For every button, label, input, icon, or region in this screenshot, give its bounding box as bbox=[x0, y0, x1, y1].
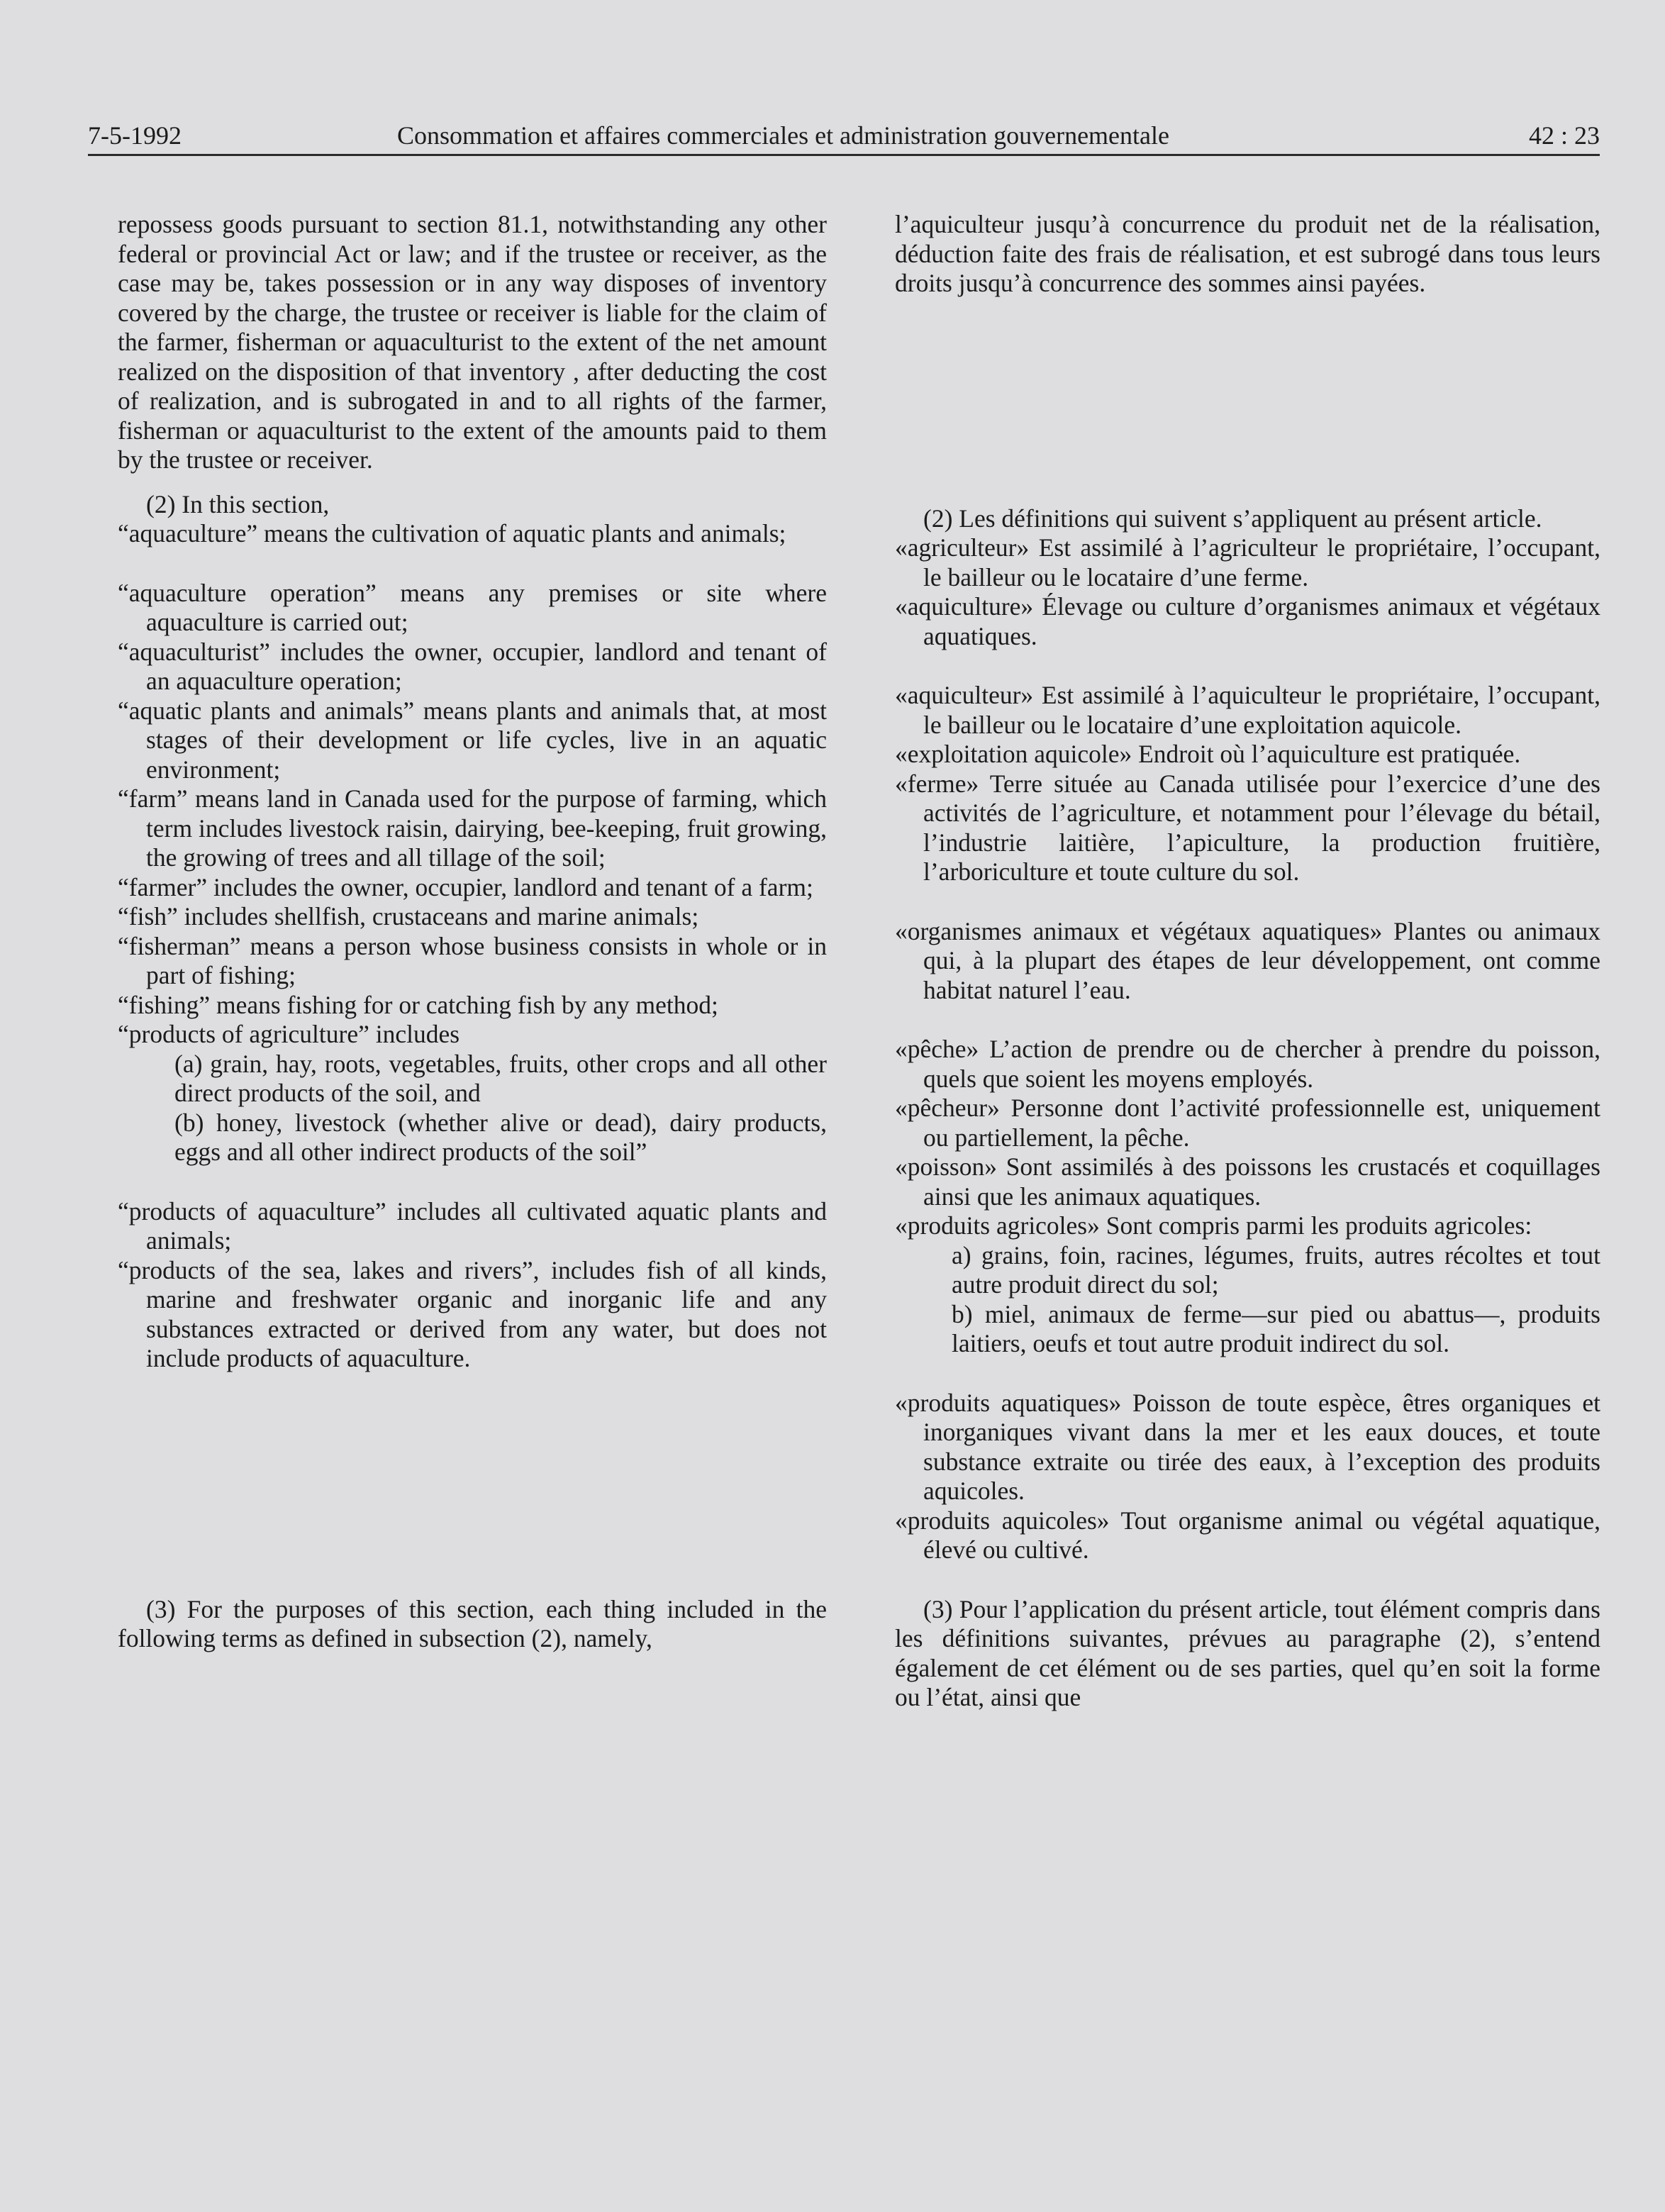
definition: “fish” includes shellfish, crustaceans and marine animals; bbox=[118, 902, 699, 930]
definition: «organismes animaux et végétaux aquatiques» Plantes ou animaux qui, à la plupart des étapes de leur développement, ont comme habitat naturel l’eau. bbox=[895, 916, 1600, 1004]
definition-clause-b: (b) honey, livestock (whether alive or dead), dairy products, eggs and all other indirect products of the soil” bbox=[174, 1108, 827, 1166]
definition: «ferme» Terre située au Canada utilisée pour l’exercice d’une des activités de l’agriculture, et notamment pour l’élevage du bétail, l’industrie laitière, l’apiculture, la production fruitière, l’arboriculture et toute culture du sol. bbox=[895, 769, 1600, 886]
definition-clause-b: b) miel, animaux de ferme—sur pied ou abattus—, produits laitiers, oeufs et tout autre produit indirect du sol. bbox=[952, 1299, 1600, 1357]
definition-clause-a: (a) grain, hay, roots, vegetables, fruits, other crops and all other direct products of the soil, and bbox=[174, 1049, 827, 1107]
definition: “farm” means land in Canada used for the purpose of farming, which term includes livestock raisin, dairying, bee-keeping, fruit growing, the growing of trees and all tillage of the soil; bbox=[118, 784, 827, 872]
continued-paragraph: repossess goods pursuant to section 81.1, notwithstanding any other federal or provincial Act or law; and if the trustee or receiver, as the case may be, takes possession or in any way disposes of inventory covered by the charge, the trustee or receiver is liable for the claim of the farmer, fisherman or aquaculturist to the extent of the net amount realized on the disposition of that inventory , after deducting the cost of realization, and is subrogated in and to all rights of the farmer, fisherman or aquaculturist to the extent of the amounts paid to them by the trustee or receiver. bbox=[118, 210, 827, 474]
definition: “products of aquaculture” includes all cultivated aquatic plants and animals; bbox=[118, 1196, 827, 1255]
definition: «aquiculteur» Est assimilé à l’aquiculteur le propriétaire, l’occupant, le bailleur ou le locataire d’une exploitation aquicole. bbox=[895, 681, 1600, 739]
subsection-3-paragraph: (3) Pour l’application du présent article, tout élément compris dans les définitions suivantes, prévues au paragraphe (2), s’entend également de cet élément ou de ses parties, quel qu’en soit la forme ou l’état, ainsi que bbox=[895, 1594, 1600, 1711]
definition: «exploitation aquicole» Endroit où l’aquiculture est pratiquée. bbox=[895, 740, 1521, 768]
definition: “aquaculture” means the cultivation of aquatic plants and animals; bbox=[118, 519, 786, 548]
definition: “products of agriculture” includes bbox=[118, 1020, 460, 1048]
definition: “aquatic plants and animals” means plants and animals that, at most stages of their development or life cycles, live in an aquatic environment; bbox=[118, 696, 827, 784]
definition: “farmer” includes the owner, occupier, landlord and tenant of a farm; bbox=[118, 872, 813, 901]
definition: «agriculteur» Est assimilé à l’agriculteur le propriétaire, l’occupant, le bailleur ou le locataire d’une ferme. bbox=[895, 533, 1600, 591]
header-page-number: 42 : 23 bbox=[1528, 121, 1600, 150]
definition: “aquaculturist” includes the owner, occupier, landlord and tenant of an aquaculture operation; bbox=[118, 637, 827, 695]
definition-clause-a: a) grains, foin, racines, légumes, fruits, autres récoltes et tout autre produit direct du sol; bbox=[952, 1240, 1600, 1299]
definition: «produits agricoles» Sont compris parmi les produits agricoles: bbox=[895, 1211, 1532, 1240]
definition: «pêche» L’action de prendre ou de chercher à prendre du poisson, quels que soient les moyens employés. bbox=[895, 1035, 1600, 1093]
subsection-2-heading: (2) Les définitions qui suivent s’appliquent au présent article. bbox=[923, 504, 1542, 533]
french-column bbox=[895, 210, 1600, 1713]
definition: «produits aquicoles» Tout organisme animal ou végétal aquatique, élevé ou cultivé. bbox=[895, 1506, 1600, 1564]
definition: «pêcheur» Personne dont l’activité professionnelle est, uniquement ou partiellement, la pêche. bbox=[895, 1094, 1600, 1152]
definition: “products of the sea, lakes and rivers”, includes fish of all kinds, marine and freshwater organic and inorganic life and any substances extracted or derived from any water, but does not include products of aquaculture. bbox=[118, 1255, 827, 1372]
english-column bbox=[118, 210, 827, 1654]
header-date: 7-5-1992 bbox=[88, 121, 182, 150]
definition: «produits aquatiques» Poisson de toute espèce, êtres organiques et inorganiques vivant dans la mer et les eaux douces, et toute substance extraite ou tirée des eaux, à l’exception des produits aquicoles. bbox=[895, 1388, 1600, 1505]
subsection-2-heading: (2) In this section, bbox=[146, 489, 330, 518]
definition: “fishing” means fishing for or catching fish by any method; bbox=[118, 990, 718, 1019]
definition: “fisherman” means a person whose business consists in whole or in part of fishing; bbox=[118, 931, 827, 989]
subsection-3-paragraph: (3) For the purposes of this section, each thing included in the following terms as defined in subsection (2), namely, bbox=[118, 1594, 827, 1652]
definition: “aquaculture operation” means any premises or site where aquaculture is carried out; bbox=[118, 578, 827, 636]
header-title: Consommation et affaires commerciales et administration gouvernementale bbox=[397, 121, 1169, 150]
header-rule bbox=[88, 154, 1600, 156]
continued-paragraph: l’aquiculteur jusqu’à concurrence du produit net de la réalisation, déduction faite des frais de réalisation, et est subrogé dans tous leurs droits jusqu’à concurrence des sommes ainsi payées. bbox=[895, 210, 1600, 297]
definition: «poisson» Sont assimilés à des poissons les crustacés et coquillages ainsi que les animaux aquatiques. bbox=[895, 1152, 1600, 1211]
definition: «aquiculture» Élevage ou culture d’organismes animaux et végétaux aquatiques. bbox=[895, 592, 1600, 650]
running-header bbox=[88, 121, 1600, 153]
